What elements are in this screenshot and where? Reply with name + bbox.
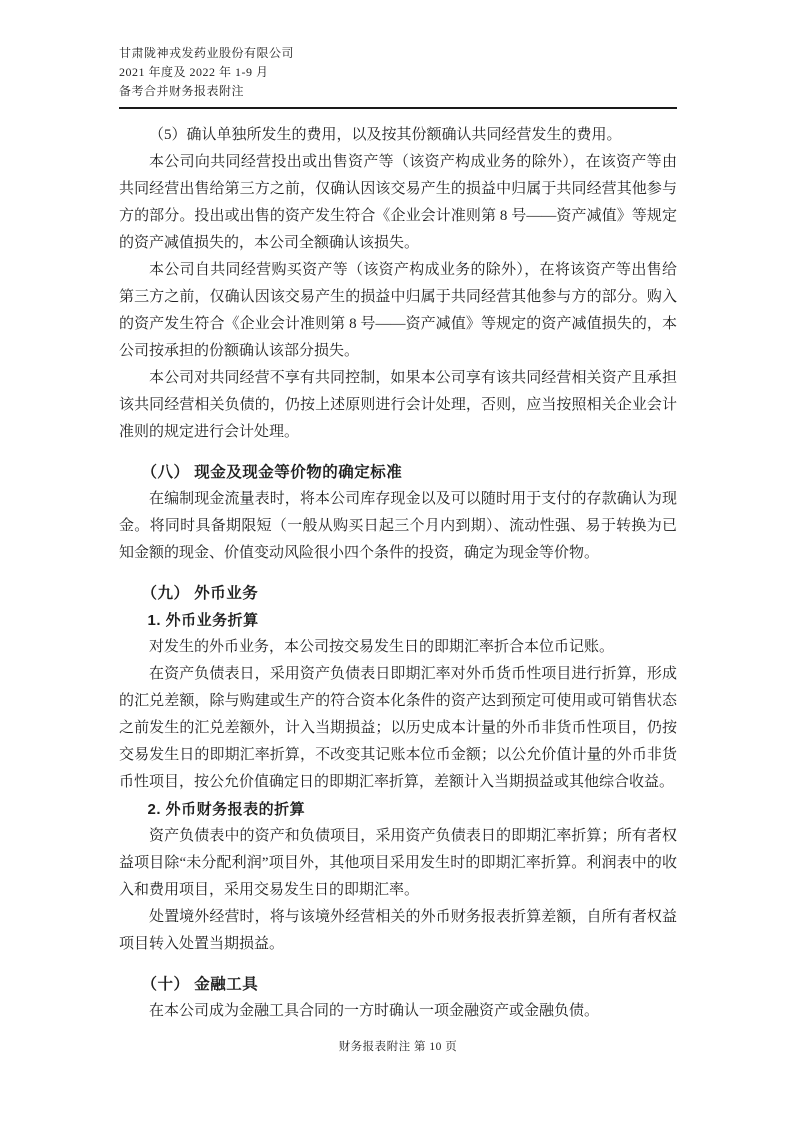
page-footer	[119, 1038, 677, 1054]
report-period: 2021 年度及 2022 年 1-9 月	[119, 65, 269, 79]
section-heading-cash-equivalents: （八） 现金及现金等价物的确定标准	[141, 464, 403, 481]
paragraph-purchase-assets: 本公司自共同经营购买资产等（该资产构成业务的除外），在将该资产等出售给第三方之前，仅确认因该交易产生的损益中归属于共同经营其他参与方的部分。购入的资产发生符合《企业会计准则第 8 号——资产减值》等规定的资产减值损失的，本公司按承担的份额确认该部分损失。	[119, 262, 677, 359]
paragraph-disposal-foreign-operation: 处置境外经营时，将与该境外经营相关的外币财务报表折算差额，自所有者权益项目转入处置当期损益。	[119, 909, 677, 952]
document-body	[119, 122, 677, 1025]
paragraph-item-5: （5）确认单独所发生的费用，以及按其份额确认共同经营发生的费用。	[149, 127, 622, 143]
document-header	[119, 44, 677, 109]
subsection-heading-fc-statements: 2. 外币财务报表的折算	[147, 801, 306, 818]
section-heading-financial-instruments: （十） 金融工具	[141, 976, 259, 993]
section-heading-foreign-currency: （九） 外币业务	[141, 585, 259, 602]
paragraph-invest-assets: 本公司向共同经营投出或出售资产等（该资产构成业务的除外），在该资产等由共同经营出售给第三方之前，仅确认因该交易产生的损益中归属于共同经营其他参与方的部分。投出或出售的资产发生符合《企业会计准则第 8 号——资产减值》等规定的资产减值损失的，本公司全额确认该损失。	[119, 154, 677, 251]
page-number-label: 财务报表附注 第 10 页	[338, 1041, 458, 1053]
paragraph-cash-flow-statement: 在编制现金流量表时，将本公司库存现金以及可以随时用于支付的存款确认为现金。将同时具备期限短（一般从购买日起三个月内到期）、流动性强、易于转换为已知金额的现金、价值变动风险很小四个条件的投资，确定为现金等价物。	[119, 491, 677, 561]
paragraph-no-joint-control: 本公司对共同经营不享有共同控制，如果本公司享有该共同经营相关资产且承担该共同经营相关负债的，仍按上述原则进行会计处理，否则，应当按照相关企业会计准则的规定进行会计处理。	[119, 370, 677, 440]
header-divider	[119, 107, 677, 109]
paragraph-statement-translation: 资产负债表中的资产和负债项目，采用资产负债表日的即期汇率折算；所有者权益项目除“未分配利润”项目外，其他项目采用发生时的即期汇率折算。利润表中的收入和费用项目，采用交易发生日的即期汇率。	[119, 828, 677, 898]
document-title: 备考合并财务报表附注	[119, 84, 245, 98]
paragraph-fc-transactions: 对发生的外币业务，本公司按交易发生日的即期汇率折合本位币记账。	[149, 639, 615, 655]
company-name: 甘肃陇神戎发药业股份有限公司	[119, 46, 295, 60]
subsection-heading-fc-translation: 1. 外币业务折算	[147, 612, 259, 629]
paragraph-balance-sheet-date: 在资产负债表日，采用资产负债表日即期汇率对外币货币性项目进行折算，形成的汇兑差额，除与购建或生产的符合资本化条件的资产达到预定可使用或可销售状态之前发生的汇兑差额外，计入当期损益；以历史成本计量的外币非货币性项目，仍按交易发生日的即期汇率折算，不改变其记账本位币金额；以公允价值计量的外币非货币性项目，按公允价值确定日的即期汇率折算，差额计入当期损益或其他综合收益。	[119, 666, 677, 790]
paragraph-financial-instruments: 在本公司成为金融工具合同的一方时确认一项金融资产或金融负债。	[149, 1003, 600, 1019]
